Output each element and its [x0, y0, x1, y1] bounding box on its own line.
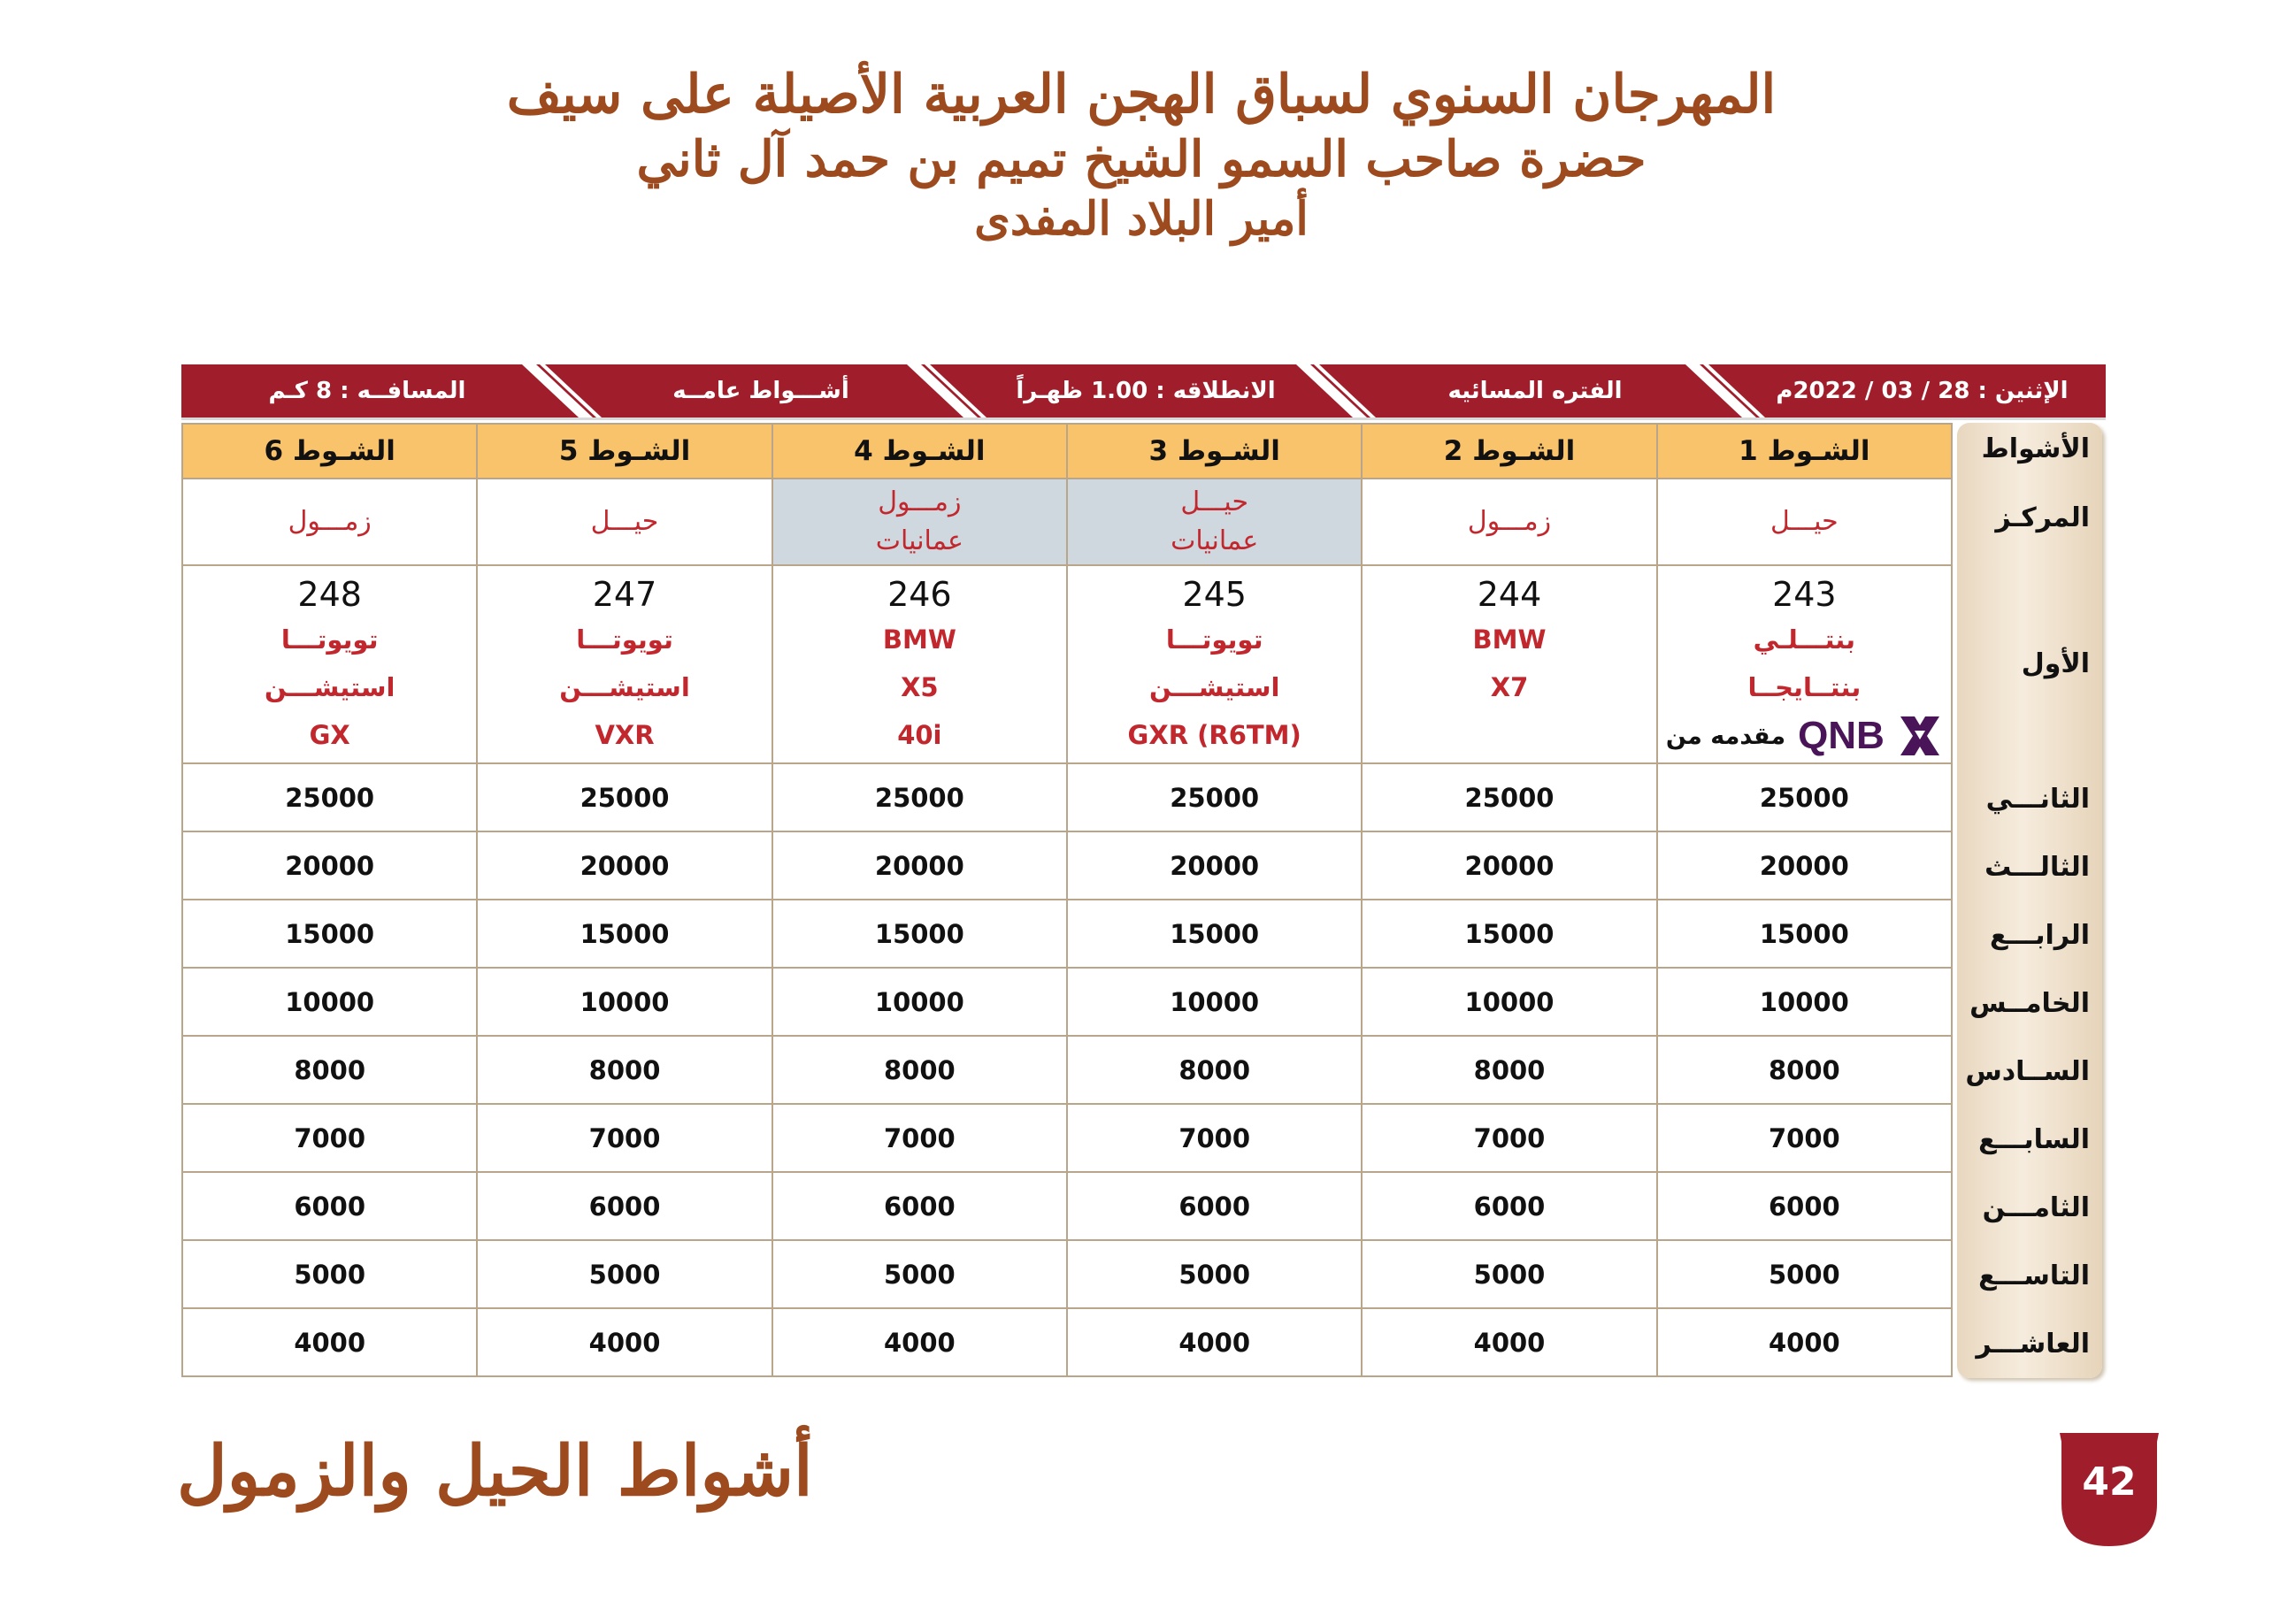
row-label-tenth: العاشـــر — [1976, 1329, 2090, 1360]
race-header: الشـوط 4 — [772, 424, 1067, 479]
prize-cell: 5000 — [182, 1240, 477, 1308]
prize-cell: 20000 — [182, 831, 477, 900]
prize-cell: 20000 — [1657, 831, 1952, 900]
prize-cell: 10000 — [1362, 968, 1656, 1036]
car-trim: VXR — [595, 720, 655, 750]
prize-cell: 7000 — [772, 1104, 1067, 1172]
prize-cell: 25000 — [182, 763, 477, 831]
prize-cell: 25000 — [1067, 763, 1362, 831]
prize-cell: 8000 — [182, 1036, 477, 1104]
race-number: 247 — [592, 575, 657, 614]
car-trim: GXR (R6TM) — [1127, 720, 1301, 750]
race-number: 246 — [887, 575, 952, 614]
car-model: استيشـــن — [264, 672, 395, 702]
row-label-races: الأشواط — [1981, 433, 2090, 464]
center-cell — [1067, 479, 1362, 565]
prize-cell: 25000 — [1657, 763, 1952, 831]
prize-cell: 10000 — [1657, 968, 1952, 1036]
prize-table — [181, 423, 1953, 1377]
info-race-type: أشـــواط عامــه — [672, 378, 849, 404]
row-label-third: الثالـــث — [1984, 852, 2090, 883]
prize-cell: 15000 — [1657, 900, 1952, 968]
race-header: الشـوط 6 — [182, 424, 477, 479]
prize-cell: 15000 — [182, 900, 477, 968]
title-line-1: المهرجان السنوي لسباق الهجن العربية الأصيلة على سيف — [506, 64, 1777, 126]
prize-cell: 8000 — [772, 1036, 1067, 1104]
prize-cell: 20000 — [1067, 831, 1362, 900]
bar-divider — [513, 364, 602, 417]
prize-row — [182, 1240, 1952, 1308]
prize-cell: 7000 — [1657, 1104, 1952, 1172]
row-label-sixth: الســادس — [1965, 1056, 2090, 1087]
prize-cell: 20000 — [1362, 831, 1656, 900]
row-label-ninth: التاســـع — [1978, 1260, 2090, 1291]
car-trim: 40i — [897, 720, 942, 750]
prize-cell: 6000 — [772, 1172, 1067, 1240]
race-header: الشـوط 5 — [477, 424, 772, 479]
race-number: 244 — [1477, 575, 1542, 614]
row-label-fourth: الرابـــع — [1989, 920, 2090, 951]
center-value: حيـــل — [1769, 506, 1839, 537]
prize-cell: 4000 — [1067, 1308, 1362, 1376]
info-bar — [181, 364, 2106, 417]
race-header: الشـوط 1 — [1657, 424, 1952, 479]
sponsor — [1658, 713, 1951, 759]
center-value: زمـــول — [1467, 506, 1552, 537]
center-cell — [1657, 479, 1952, 565]
prize-row — [182, 831, 1952, 900]
car-make: تويوتـــا — [280, 624, 379, 655]
prize-cell: 25000 — [1362, 763, 1656, 831]
race-number: 245 — [1182, 575, 1247, 614]
car-make: بنتـــلـي — [1753, 624, 1856, 655]
prize-cell: 25000 — [477, 763, 772, 831]
row-label-fifth: الخامــس — [1969, 988, 2090, 1019]
prize-cell: 15000 — [477, 900, 772, 968]
prize-cell: 7000 — [182, 1104, 477, 1172]
center-value: حيـــل — [1180, 486, 1249, 517]
center-cell — [1362, 479, 1656, 565]
prize-cell: 15000 — [1067, 900, 1362, 968]
prize-cell: 4000 — [772, 1308, 1067, 1376]
prize-cell: 5000 — [1657, 1240, 1952, 1308]
car-model: X5 — [901, 672, 939, 702]
race-number: 248 — [297, 575, 362, 614]
info-period: الفتره المسائيه — [1447, 378, 1623, 404]
prize-cell: 10000 — [477, 968, 772, 1036]
page-number-badge — [2054, 1433, 2164, 1550]
car-model: استيشـــن — [1148, 672, 1280, 702]
row-label-seventh: السابـــع — [1978, 1124, 2090, 1155]
first-prize-cell — [182, 565, 477, 763]
prize-cell: 6000 — [1657, 1172, 1952, 1240]
center-value: زمـــول — [288, 506, 372, 537]
bar-divider — [1677, 364, 1765, 417]
row-label-second: الثانـــي — [1985, 784, 2090, 815]
first-prize-cell — [1362, 565, 1656, 763]
prize-cell: 10000 — [772, 968, 1067, 1036]
center-cell — [182, 479, 477, 565]
qnb-logo-text: QNB — [1798, 714, 1885, 757]
page-number: 42 — [2082, 1459, 2137, 1505]
row-label-column — [1957, 423, 2102, 1378]
prize-cell: 8000 — [1657, 1036, 1952, 1104]
prize-cell: 8000 — [477, 1036, 772, 1104]
car-model: بنتــايجــا — [1747, 672, 1862, 702]
prize-cell: 6000 — [182, 1172, 477, 1240]
prize-row — [182, 968, 1952, 1036]
page-header-title — [495, 62, 1787, 248]
prize-row — [182, 1308, 1952, 1376]
prize-row — [182, 763, 1952, 831]
info-date: الإثنين : 28 / 03 / 2022م — [1776, 378, 2069, 404]
prize-cell: 7000 — [1362, 1104, 1656, 1172]
race-header: الشـوط 2 — [1362, 424, 1656, 479]
prize-cell: 15000 — [1362, 900, 1656, 968]
center-value: حيـــل — [590, 506, 659, 537]
prize-cell: 4000 — [1362, 1308, 1656, 1376]
prize-cell: 5000 — [772, 1240, 1067, 1308]
prize-cell: 4000 — [477, 1308, 772, 1376]
center-row — [182, 479, 1952, 565]
first-prize-cell — [772, 565, 1067, 763]
page-section-title: أشواط الحيل والزمول — [177, 1431, 813, 1512]
center-value: زمـــول — [878, 486, 962, 517]
car-trim: GX — [309, 720, 350, 750]
title-line-2: حضرة صاحب السمو الشيخ تميم بن حمد آل ثاني — [636, 130, 1647, 188]
prize-row — [182, 1104, 1952, 1172]
prize-cell: 6000 — [1362, 1172, 1656, 1240]
prize-cell: 7000 — [1067, 1104, 1362, 1172]
first-prize-row — [182, 565, 1952, 763]
prize-cell: 20000 — [477, 831, 772, 900]
prize-cell: 5000 — [477, 1240, 772, 1308]
car-make: BMW — [882, 624, 956, 655]
prize-cell: 4000 — [1657, 1308, 1952, 1376]
prize-row — [182, 1172, 1952, 1240]
info-distance: المسافــه : 8 كـم — [268, 378, 466, 404]
prize-cell: 10000 — [182, 968, 477, 1036]
prize-cell: 7000 — [477, 1104, 772, 1172]
prize-cell: 4000 — [182, 1308, 477, 1376]
first-prize-cell — [1067, 565, 1362, 763]
bar-divider — [898, 364, 986, 417]
center-cell — [772, 479, 1067, 565]
car-model: X7 — [1490, 672, 1529, 702]
row-label-center: المركـز — [1995, 502, 2090, 533]
race-header-row — [182, 424, 1952, 479]
prize-cell: 10000 — [1067, 968, 1362, 1036]
car-model: استيشـــن — [559, 672, 690, 702]
center-cell — [477, 479, 772, 565]
car-make: BMW — [1472, 624, 1547, 655]
title-line-3: أمير البلاد المفدى — [974, 192, 1309, 246]
prize-cell: 6000 — [1067, 1172, 1362, 1240]
prize-row — [182, 1036, 1952, 1104]
center-sub-value: عمانيات — [875, 525, 963, 556]
first-prize-cell — [1657, 565, 1952, 763]
prize-row — [182, 900, 1952, 968]
bar-divider — [1287, 364, 1376, 417]
qnb-logo-icon — [1897, 713, 1943, 759]
prize-cell: 25000 — [772, 763, 1067, 831]
sponsor-text: مقدمه من — [1665, 722, 1786, 750]
info-start-time: الانطلاقه : 1.00 ظهـراً — [1016, 378, 1276, 404]
prize-cell: 8000 — [1067, 1036, 1362, 1104]
prize-cell: 5000 — [1362, 1240, 1656, 1308]
first-prize-cell — [477, 565, 772, 763]
race-header: الشـوط 3 — [1067, 424, 1362, 479]
prize-cell: 5000 — [1067, 1240, 1362, 1308]
prize-cell: 6000 — [477, 1172, 772, 1240]
prize-cell: 8000 — [1362, 1036, 1656, 1104]
center-sub-value: عمانيات — [1171, 525, 1259, 556]
prize-cell: 20000 — [772, 831, 1067, 900]
race-number: 243 — [1772, 575, 1837, 614]
row-label-eighth: الثامـــن — [1982, 1192, 2090, 1223]
prize-cell: 15000 — [772, 900, 1067, 968]
car-make: تويوتـــا — [1165, 624, 1263, 655]
car-make: تويوتـــا — [576, 624, 673, 655]
row-label-first: الأول — [2021, 648, 2090, 679]
